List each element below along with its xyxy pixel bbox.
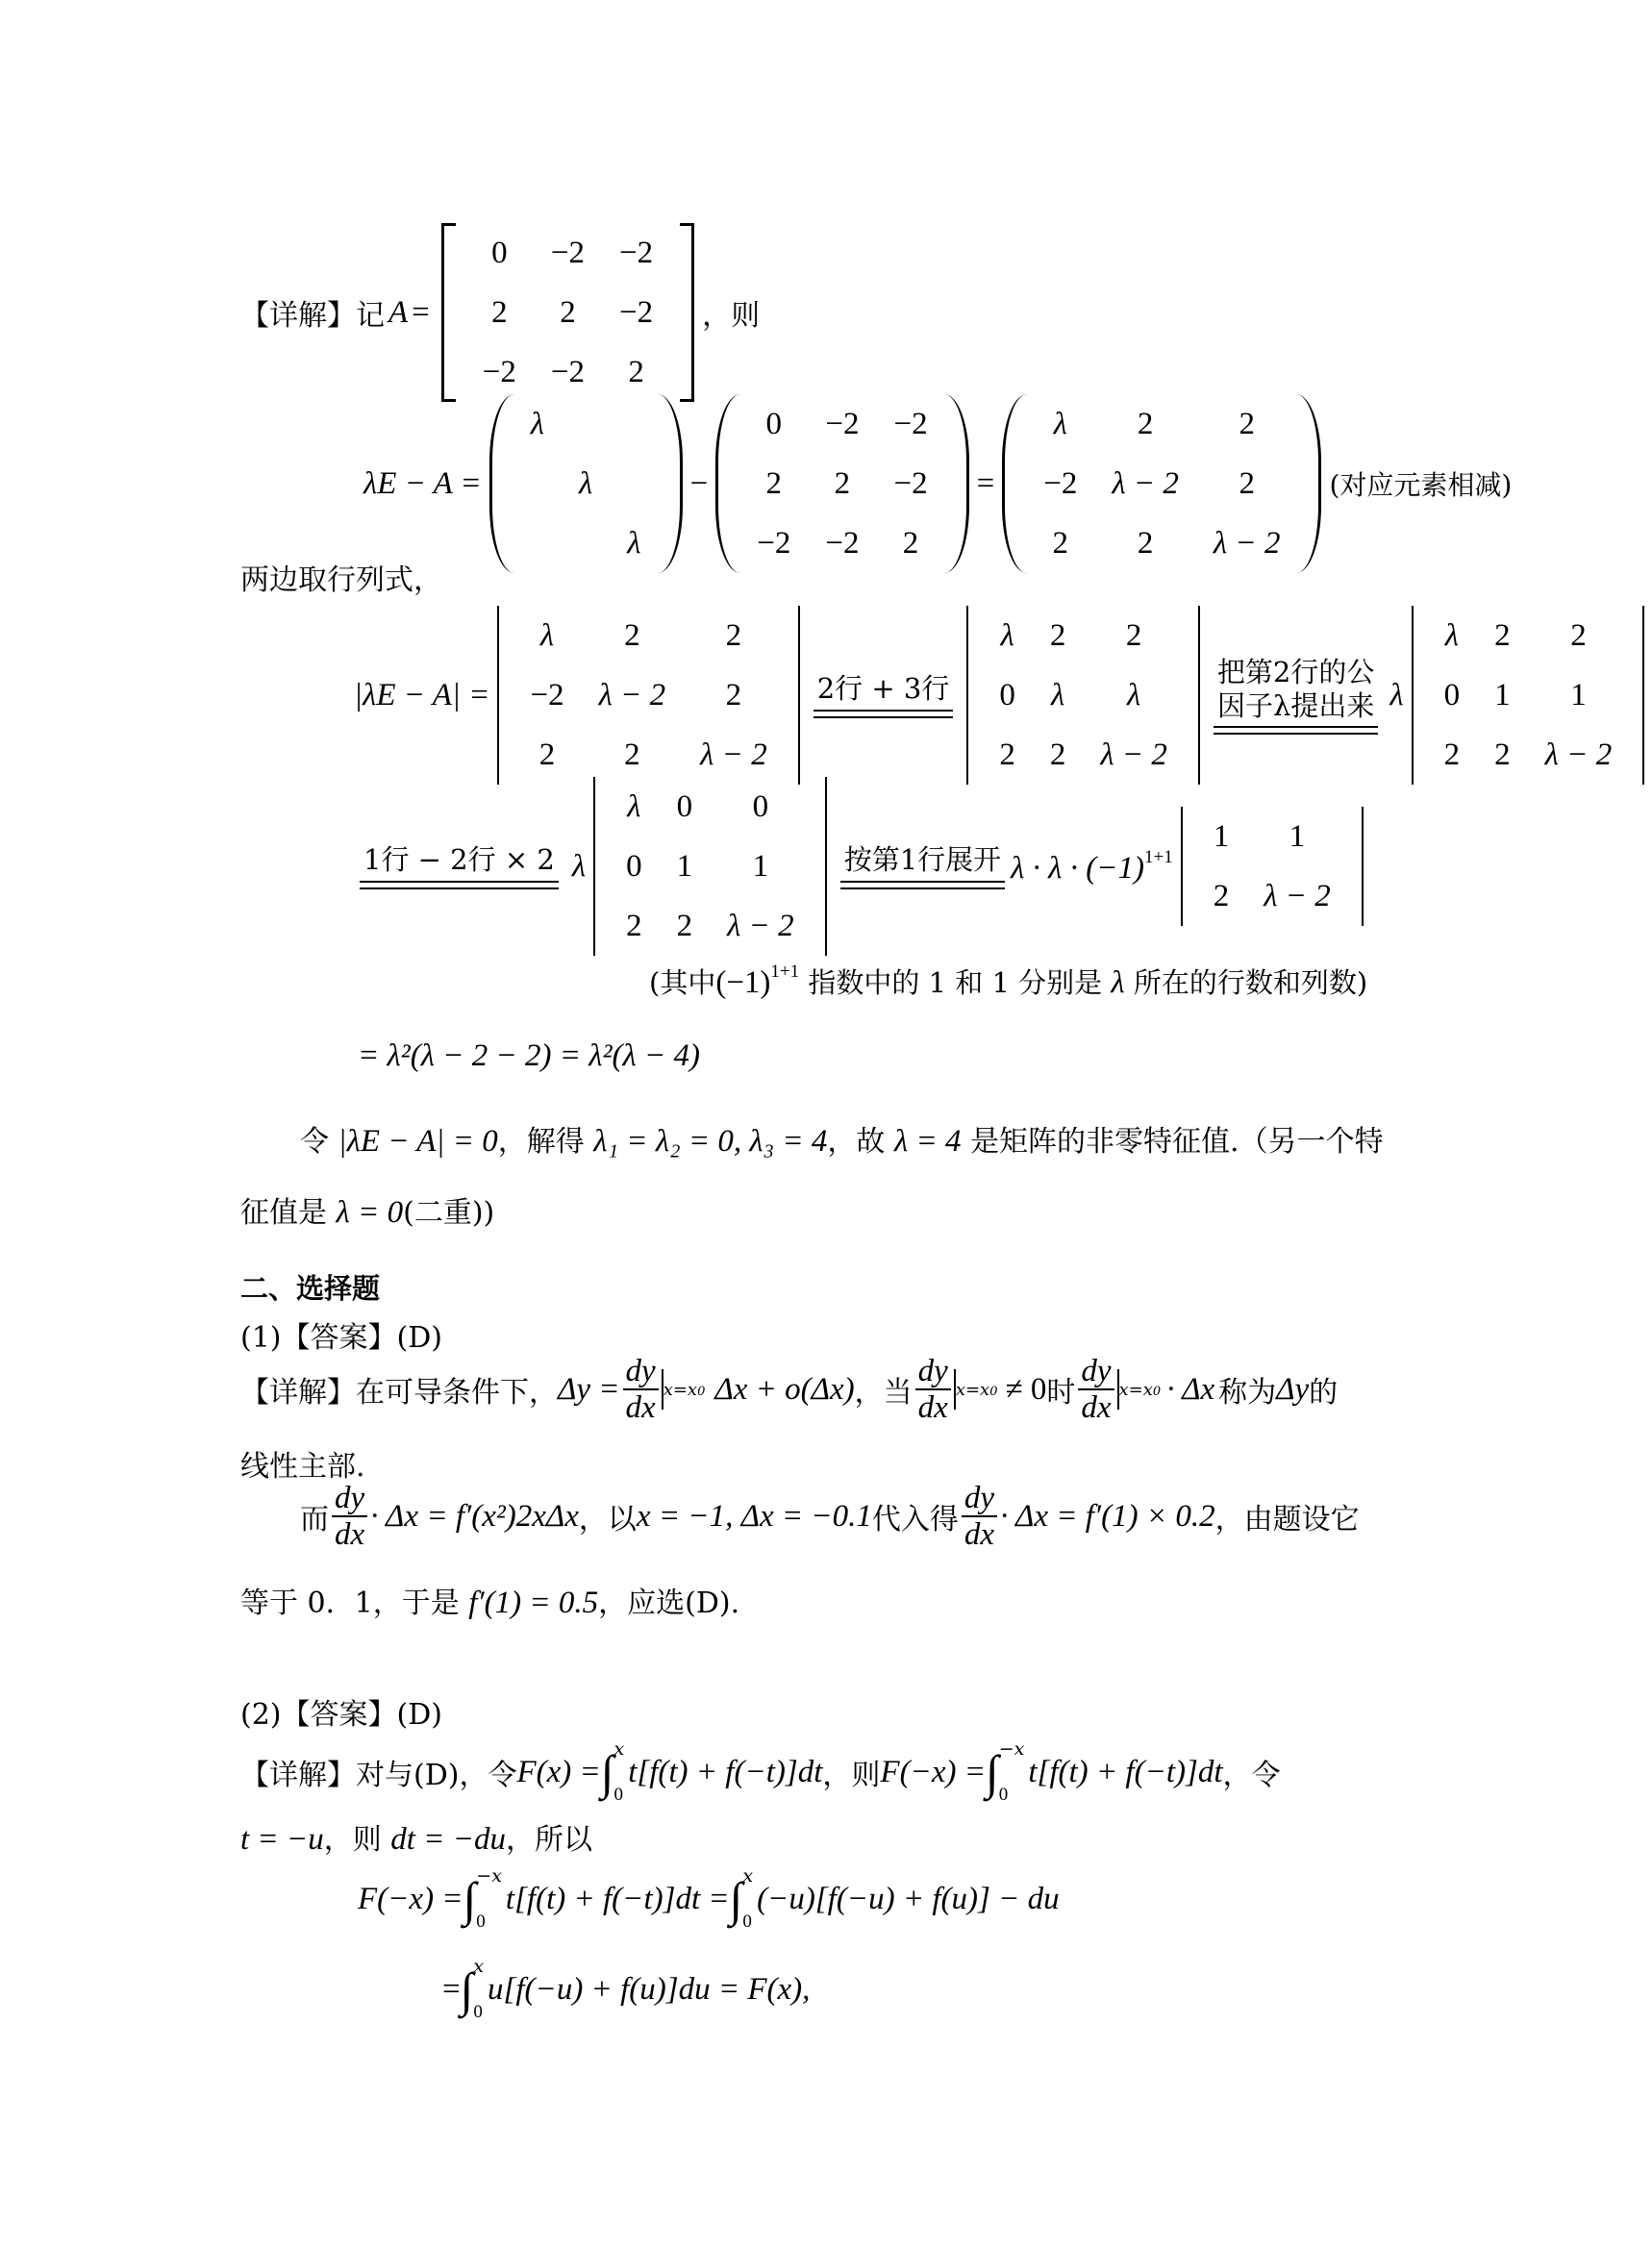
det4-cell: 0 — [752, 788, 769, 824]
solve-text: ，解得 — [497, 1125, 585, 1159]
lower-1: 0 — [613, 1785, 623, 1805]
upper-5: x — [473, 1956, 485, 1977]
F-minus-x: F(−x) = — [880, 1754, 986, 1789]
dy-dx-frac-3 — [1078, 1354, 1114, 1426]
dx-den-5: dx — [964, 1517, 995, 1553]
eval-at-sub: 0 — [697, 1384, 706, 1399]
take-determinant-text: 两边取行列式， — [240, 563, 442, 597]
dx-den-4: dx — [335, 1517, 365, 1553]
q2-eq2 — [442, 1956, 810, 2023]
integral-sign-4: ∫ — [729, 1872, 743, 1926]
expansion-coef — [1011, 847, 1173, 887]
lambda-identity-cell — [562, 513, 610, 573]
F-minus-x-lhs: F(−x) = — [358, 1881, 463, 1916]
det3-cell: 0 — [1443, 677, 1461, 712]
substitution: t = −u — [240, 1822, 324, 1857]
difference-matrix-cell: λ − 2 — [1112, 465, 1179, 501]
integral-sign-2: ∫ — [985, 1745, 999, 1799]
dy-dx-frac-5 — [962, 1481, 997, 1553]
lambda-identity-cell: λ — [579, 465, 593, 501]
matrix-A-paren-cell: −2 — [825, 406, 860, 441]
eval-at-label: x=x — [663, 1379, 698, 1400]
delta-x-plus-o: Δx + o(Δx) — [714, 1371, 855, 1407]
det3-cell: 1 — [1494, 677, 1511, 712]
difference-matrix-cell: 2 — [1052, 525, 1069, 561]
determinant-result: = λ²(λ − 2 − 2) = λ²(λ − 4) — [358, 1038, 701, 1073]
dot-delta-x: · Δx — [1166, 1371, 1215, 1407]
minus-sign: − — [689, 465, 709, 501]
q1-answer: (1)【答案】(D) — [240, 1321, 442, 1355]
dy-num-5: dy — [962, 1481, 997, 1517]
q1-line2: 线性主部. — [240, 1450, 365, 1484]
det2-cell: λ — [1126, 677, 1141, 712]
limits-4 — [742, 1865, 753, 1933]
lambda-factor-2: λ — [571, 848, 587, 884]
det2-cell: λ − 2 — [1100, 737, 1167, 772]
q1-line3 — [300, 1481, 1360, 1553]
section-multiple-choice: 二、选择题 — [240, 1272, 381, 1305]
eval-at-2 — [956, 1380, 998, 1400]
row-op-1minus2x2-label: 1行 − 2行 × 2 — [363, 843, 555, 877]
matrix-A-cell: −2 — [550, 354, 586, 389]
dx-term-expr: · Δx = f′(x²)2xΔx — [370, 1498, 579, 1534]
of-text: 的 — [1309, 1376, 1339, 1411]
eval-at-sub-3: 0 — [1152, 1384, 1162, 1399]
lower-4: 0 — [742, 1912, 752, 1932]
lambdaE-lhs: λE − A = — [363, 465, 482, 501]
lambda-0: λ = 0 — [336, 1195, 404, 1230]
lower-2: 0 — [998, 1785, 1009, 1805]
elementwise-note: (对应元素相减) — [1329, 469, 1513, 501]
called-text: 称为 — [1218, 1376, 1277, 1411]
expand-row1-label: 按第1行展开 — [843, 843, 1002, 877]
eval-at-sub-2: 0 — [989, 1384, 998, 1399]
note-after: 指数中的 1 和 1 分别是 — [799, 966, 1103, 999]
note-exp: 1+1 — [770, 962, 800, 982]
limits-3 — [476, 1865, 502, 1933]
eigen-solve-line — [300, 1117, 1384, 1160]
then-text-3: ，则 — [323, 1823, 382, 1857]
det5-cell: 1 — [1289, 818, 1306, 854]
matrix-A-cell: −2 — [550, 235, 586, 270]
lambda-identity-cell: λ — [627, 525, 641, 561]
det-matrix-1 — [497, 606, 799, 785]
matrix-A-cell: 2 — [560, 294, 576, 330]
eigen-solve-line-2 — [240, 1188, 494, 1231]
det-matrix-2 — [966, 606, 1200, 785]
difference-matrix-cell: 2 — [1137, 525, 1154, 561]
det2-cell: 2 — [1049, 737, 1066, 772]
neq-zero: ≠ 0 — [1005, 1371, 1047, 1407]
eval-at-3 — [1119, 1380, 1162, 1400]
detail-A-definition — [240, 223, 760, 402]
dy-num-4: dy — [332, 1481, 367, 1517]
integrand-4: (−u)[f(−u) + f(u)] − du — [757, 1881, 1060, 1916]
det2-cell: 0 — [999, 677, 1015, 712]
difference-matrix-cell: −2 — [1043, 465, 1078, 501]
determinant-chain-1 — [354, 606, 1652, 785]
note-lambda: λ — [1111, 965, 1125, 1000]
equals-text: 等于 0．1，于是 — [240, 1587, 460, 1620]
detail-prefix: 【详解】记 — [240, 299, 385, 333]
into-text: 代入得 — [871, 1503, 959, 1537]
matrix-A-paren-cell: −2 — [893, 406, 928, 441]
det3-cell: 2 — [1494, 737, 1511, 772]
note-base: (−1) — [715, 965, 771, 1000]
dt-du: dt = −du — [390, 1822, 506, 1857]
difference-matrix-cell: 2 — [1137, 406, 1154, 441]
det1-cell: −2 — [530, 677, 564, 712]
det2-cell: λ — [1000, 617, 1014, 653]
det3-cell: 2 — [1570, 617, 1587, 653]
result-expr: · Δx = f′(1) × 0.2 — [1000, 1498, 1215, 1534]
exponent-note — [649, 962, 1367, 1001]
det4-cell: λ — [627, 788, 641, 824]
matrix-A-paren-cell: −2 — [757, 525, 791, 561]
row-op-1minus2x2 — [360, 843, 559, 889]
matrix-A-paren-cell: 2 — [765, 465, 783, 501]
lambda-4: λ = 4 — [893, 1124, 962, 1159]
matrix-A-paren-cell: 2 — [902, 525, 919, 561]
det1-cell: 2 — [538, 737, 556, 772]
lambda-factor: λ — [1389, 677, 1404, 712]
q2-detail-prefix: 【详解】对与(D)，令 — [240, 1759, 517, 1792]
dy-dx-frac-2 — [915, 1354, 951, 1426]
matrix-A-cell: 0 — [491, 235, 508, 270]
matrix-A-paren-cell: 0 — [765, 406, 783, 441]
so-text: ，所以 — [505, 1823, 592, 1857]
q2-line2 — [240, 1815, 592, 1858]
det5-cell: 2 — [1213, 878, 1230, 913]
let-text: 令 — [300, 1125, 329, 1159]
matrix-A-cell: 2 — [491, 294, 508, 330]
matrix-A-paren-cell: −2 — [893, 465, 928, 501]
det1-cell: λ — [539, 617, 555, 653]
f-prime-value: f′(1) = 0.5 — [468, 1586, 599, 1620]
integral-sign-5: ∫ — [460, 1962, 474, 2016]
upper-2: −x — [998, 1738, 1025, 1760]
det5-cell: 1 — [1213, 818, 1230, 854]
det4-cell: 1 — [676, 848, 693, 884]
dy-dx-frac-4 — [332, 1481, 367, 1553]
nonzero-eig-text: 是矩阵的非零特征值.（另一个特 — [970, 1125, 1384, 1159]
row-op-2plus3-label: 2行 + 3行 — [816, 672, 950, 706]
dy-num-2: dy — [915, 1354, 951, 1390]
eigen-roots: λ₁ = λ₂ = 0, λ₃ = 4 — [593, 1124, 828, 1159]
det4-cell: 2 — [676, 908, 693, 943]
q1-detail-prefix: 【详解】在可导条件下， — [240, 1376, 558, 1411]
q2-eq1 — [358, 1865, 1060, 1933]
det4-cell: 0 — [676, 788, 693, 824]
det2-cell: λ — [1050, 677, 1065, 712]
factor-out-label-2: 因子λ提出来 — [1216, 688, 1375, 722]
limits-1 — [613, 1738, 624, 1806]
eval-at-label-2: x=x — [955, 1379, 990, 1400]
det1-cell: 2 — [624, 617, 640, 653]
det1-cell: λ − 2 — [700, 737, 767, 772]
difference-matrix-cell: 2 — [1239, 465, 1255, 501]
given-text: ，由题设它 — [1214, 1503, 1360, 1537]
difference-matrix-cell: 2 — [1239, 406, 1255, 441]
lambda-identity-cell — [610, 394, 658, 454]
when2-text: 时 — [1046, 1376, 1076, 1411]
integrand-2: t[f(t) + f(−t)]dt — [1028, 1754, 1223, 1789]
dy-num-3: dy — [1078, 1354, 1114, 1390]
lower-3: 0 — [476, 1912, 486, 1932]
lambda-identity-cell — [513, 513, 562, 573]
matrix-A — [441, 223, 694, 402]
dy-num: dy — [623, 1354, 659, 1390]
det3-cell: 2 — [1443, 737, 1461, 772]
note-before: (其中 — [649, 966, 716, 999]
when-text: ，当 — [854, 1376, 913, 1411]
note-tail: 所在的行数和列数) — [1133, 966, 1368, 999]
eval-at-label-3: x=x — [1118, 1379, 1153, 1400]
det-matrix-4 — [593, 777, 827, 956]
difference-matrix — [1002, 394, 1321, 573]
matrix-A-paren-cell: −2 — [825, 525, 860, 561]
then-text-2: ，则 — [822, 1759, 881, 1792]
lower-5: 0 — [473, 2002, 483, 2022]
matrix-A-cell: 2 — [628, 354, 644, 389]
row-op-2plus3 — [813, 672, 954, 718]
det4-cell: λ − 2 — [727, 908, 794, 943]
det1-cell: λ − 2 — [598, 677, 666, 712]
upper-3: −x — [476, 1865, 502, 1887]
det4-cell: 1 — [752, 848, 769, 884]
other-eig-text: 征值是 — [240, 1196, 327, 1230]
F-def: F(x) = — [516, 1754, 601, 1789]
expansion-base: λ · λ · (−1) — [1011, 850, 1144, 886]
expansion-exponent: 1+1 — [1143, 846, 1173, 867]
matrix-name-A: A — [388, 294, 409, 330]
expand-row1-op — [840, 843, 1005, 889]
q2-answer: (2)【答案】(D) — [240, 1698, 442, 1732]
delta-y-eq: Δy = — [558, 1371, 620, 1407]
equals-sign-q2: = — [442, 1971, 461, 2007]
q2-detail-line — [240, 1738, 1281, 1806]
det4-cell: 0 — [626, 848, 642, 884]
char-eq: |λE − A| = 0 — [338, 1124, 498, 1159]
choose-text: ，应选(D). — [598, 1587, 740, 1620]
integral-sign-3: ∫ — [463, 1872, 477, 1926]
det1-cell: 2 — [725, 677, 742, 712]
q1-line4 — [240, 1579, 739, 1621]
limits-2 — [999, 1738, 1025, 1806]
matrix-A-paren — [715, 394, 968, 573]
det3-cell: λ — [1444, 617, 1460, 653]
det3-cell: 1 — [1570, 677, 1587, 712]
ling-text: ，令 — [1222, 1759, 1281, 1792]
then-text: ，则 — [702, 299, 761, 333]
integrand-3: t[f(t) + f(−t)]dt = — [505, 1881, 730, 1916]
dx-den-2: dx — [917, 1390, 948, 1426]
limits-5 — [473, 1956, 484, 2023]
upper-1: x — [613, 1738, 625, 1760]
factor-out-label-1: 把第2行的公 — [1216, 655, 1375, 688]
integrand-1: t[f(t) + f(−t)]dt — [628, 1754, 823, 1789]
integral-sign-1: ∫ — [600, 1745, 614, 1799]
sub-in-text: ，以 — [578, 1503, 637, 1537]
det-lhs: |λE − A| = — [354, 677, 490, 712]
er-text: 而 — [300, 1503, 329, 1537]
det1-cell: 2 — [624, 737, 640, 772]
matrix-A-cell: −2 — [619, 294, 654, 330]
det4-cell: 2 — [626, 908, 642, 943]
lambda-identity-cell — [513, 454, 562, 513]
det5-cell: λ − 2 — [1264, 878, 1331, 913]
det2-cell: 2 — [999, 737, 1015, 772]
matrix-A-cell: −2 — [619, 235, 654, 270]
values-expr: x = −1, Δx = −0.1 — [636, 1498, 872, 1534]
det2-cell: 2 — [1125, 617, 1142, 653]
hence-text: ，故 — [827, 1125, 886, 1159]
lambda-identity-cell — [562, 394, 610, 454]
det1-cell: 2 — [725, 617, 742, 653]
delta-y-2: Δy — [1276, 1371, 1310, 1407]
equals-sign: = — [412, 294, 430, 330]
equals-sign-2: = — [976, 465, 995, 501]
det3-cell: λ − 2 — [1544, 737, 1613, 772]
dx-den-3: dx — [1081, 1390, 1112, 1426]
eval-at — [663, 1380, 706, 1400]
lambda-identity-cell: λ — [530, 406, 544, 441]
difference-matrix-cell: λ − 2 — [1213, 525, 1281, 561]
upper-4: x — [742, 1865, 754, 1887]
factor-out-op — [1214, 656, 1378, 736]
dy-dx-frac — [623, 1354, 659, 1426]
lambda-identity-matrix — [489, 394, 683, 573]
det3-cell: 2 — [1494, 617, 1511, 653]
det-matrix-2x2 — [1181, 807, 1364, 926]
double-root-text: (二重)) — [403, 1196, 495, 1230]
determinant-chain-2 — [354, 777, 1371, 956]
q1-detail-line — [240, 1354, 1338, 1426]
matrix-A-cell: −2 — [482, 354, 516, 389]
dx-den: dx — [625, 1390, 656, 1426]
lambda-identity-cell — [610, 454, 658, 513]
det-matrix-3 — [1412, 606, 1645, 785]
det2-cell: 2 — [1049, 617, 1066, 653]
matrix-A-paren-cell: 2 — [834, 465, 851, 501]
difference-matrix-cell: λ — [1053, 406, 1067, 441]
lambdaE-minus-A-equation — [363, 394, 1512, 573]
integrand-5: u[f(−u) + f(u)]du = F(x), — [488, 1971, 811, 2007]
